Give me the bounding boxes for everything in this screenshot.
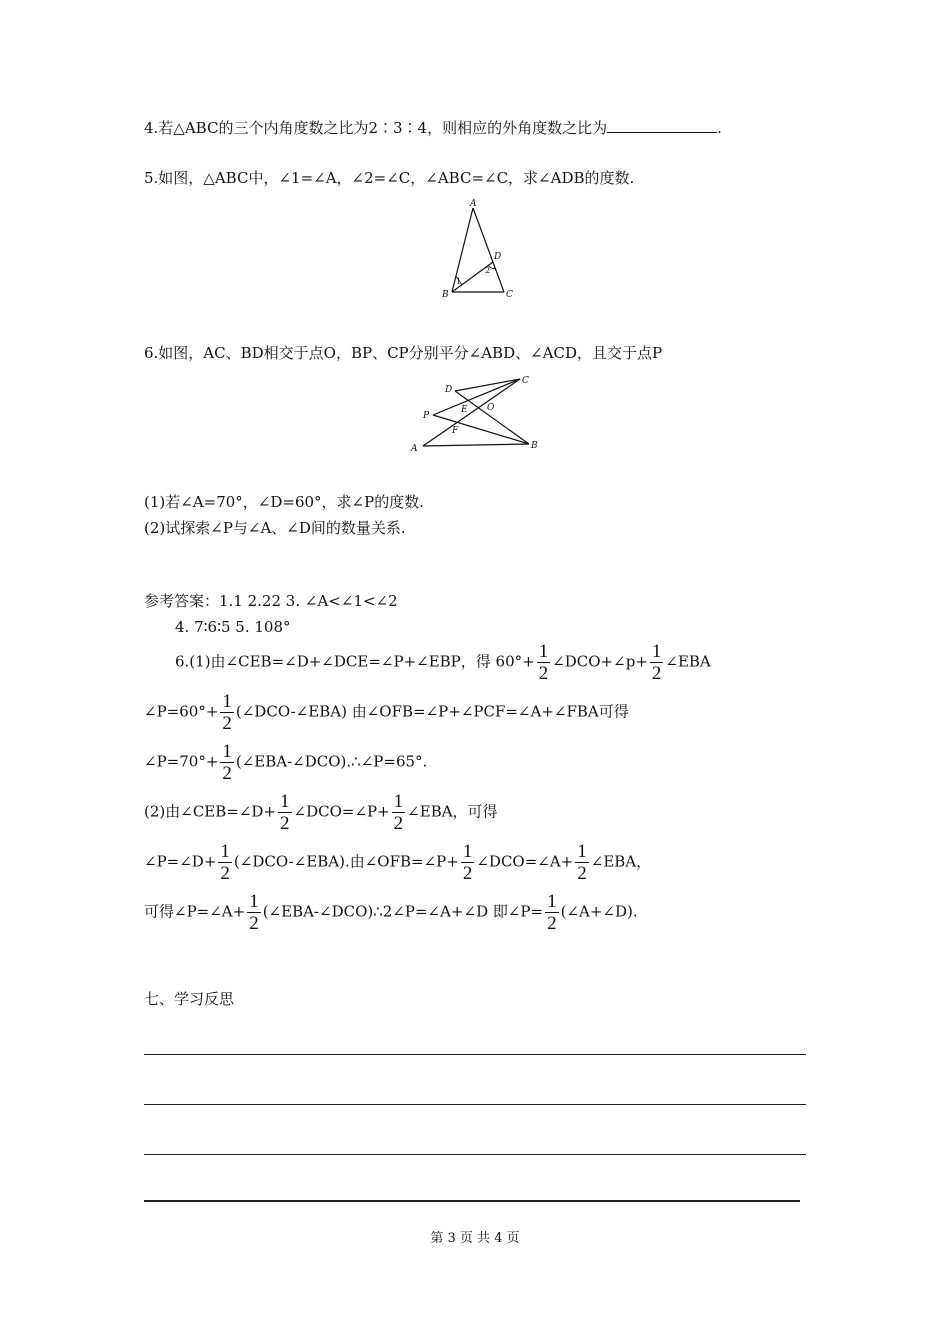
fraction-denominator: 2 bbox=[222, 763, 232, 784]
question-4-end: . bbox=[717, 119, 722, 137]
text-segment: ∠EBA， bbox=[590, 852, 652, 871]
reflection-line-1 bbox=[144, 1054, 806, 1055]
text-segment: (∠DCO-∠EBA) 由∠OFB=∠P+∠PCF=∠A+∠FBA可得 bbox=[235, 702, 629, 721]
fraction-numerator: 1 bbox=[577, 841, 587, 862]
fraction bbox=[218, 841, 232, 884]
fraction-numerator: 1 bbox=[249, 891, 259, 912]
fraction bbox=[247, 891, 261, 934]
fraction-numerator: 1 bbox=[222, 741, 232, 762]
label-o: O bbox=[487, 403, 495, 413]
label-d: D bbox=[445, 385, 453, 395]
text-segment: (2)由∠CEB=∠D+ bbox=[144, 802, 276, 821]
fraction-numerator: 1 bbox=[393, 791, 404, 812]
question-4-text: 4.若△ABC的三个内角度数之比为2∶3∶4，则相应的外角度数之比为 bbox=[144, 119, 608, 137]
reflection-line-3 bbox=[144, 1154, 806, 1155]
fraction-numerator: 1 bbox=[538, 641, 549, 662]
fraction-denominator: 2 bbox=[538, 663, 549, 684]
triangle-figure bbox=[430, 196, 530, 306]
answers-line-7 bbox=[144, 841, 651, 884]
label-f: F bbox=[452, 426, 459, 436]
fraction bbox=[220, 691, 234, 734]
fraction-denominator: 2 bbox=[249, 913, 259, 934]
label-c: C bbox=[522, 376, 529, 386]
answers-line-4 bbox=[144, 691, 629, 734]
fraction-numerator: 1 bbox=[220, 841, 230, 862]
label-b: B bbox=[442, 290, 449, 300]
label-p: P bbox=[423, 411, 430, 421]
segment-dc bbox=[455, 379, 520, 391]
text-segment: ∠DCO=∠P+ bbox=[293, 802, 390, 821]
text-segment: ∠EBA bbox=[665, 652, 711, 671]
section-7-heading: 七、学习反思 bbox=[144, 990, 235, 1008]
answer-blank bbox=[607, 118, 717, 133]
text-segment: ∠P=60°+ bbox=[144, 702, 219, 721]
fraction-numerator: 1 bbox=[651, 641, 662, 662]
fraction bbox=[650, 641, 664, 684]
answers-line-5 bbox=[144, 741, 427, 784]
label-2: 2 bbox=[485, 266, 491, 275]
fraction-numerator: 1 bbox=[547, 891, 557, 912]
label-1: 1 bbox=[456, 277, 462, 286]
label-d: D bbox=[494, 252, 502, 262]
fraction-numerator: 1 bbox=[280, 791, 290, 812]
answers-line-6 bbox=[144, 791, 498, 834]
fraction-numerator: 1 bbox=[222, 691, 232, 712]
question-6-part-2: (2)试探索∠P与∠A、∠D间的数量关系. bbox=[144, 519, 406, 537]
text-segment: 6.(1)由∠CEB=∠D+∠DCE=∠P+∠EBP，得 60°+ bbox=[175, 652, 535, 671]
fraction-denominator: 2 bbox=[462, 863, 473, 884]
label-a: A bbox=[411, 444, 418, 454]
question-4 bbox=[144, 118, 722, 138]
fraction-denominator: 2 bbox=[280, 813, 290, 834]
text-segment: ∠P=70°+ bbox=[144, 752, 219, 771]
text-segment: 可得∠P=∠A+ bbox=[144, 902, 246, 921]
reflection-line-2 bbox=[144, 1104, 806, 1105]
answers-line-8 bbox=[144, 891, 638, 934]
fraction-denominator: 2 bbox=[651, 663, 662, 684]
fraction bbox=[278, 791, 292, 834]
answers-line-2: 4. 7∶6∶5 5. 108° bbox=[175, 618, 291, 636]
text-segment: (∠DCO-∠EBA).由∠OFB=∠P+ bbox=[233, 852, 459, 871]
fraction bbox=[537, 641, 551, 684]
bisector-figure bbox=[405, 374, 545, 454]
segment-ab bbox=[423, 444, 529, 446]
fraction bbox=[392, 791, 406, 834]
fraction-numerator: 1 bbox=[462, 841, 473, 862]
text-segment: ∠DCO=∠A+ bbox=[476, 852, 574, 871]
side-ac bbox=[473, 208, 504, 292]
fraction bbox=[575, 841, 589, 884]
answers-line-1: 参考答案：1.1 2.22 3. ∠A<∠1<∠2 bbox=[144, 592, 398, 610]
fraction-denominator: 2 bbox=[393, 813, 404, 834]
fraction-denominator: 2 bbox=[577, 863, 587, 884]
label-b: B bbox=[531, 441, 538, 451]
text-segment: ∠DCO+∠p+ bbox=[552, 652, 648, 671]
text-segment: ∠P=∠D+ bbox=[144, 852, 217, 871]
question-5: 5.如图，△ABC中，∠1=∠A，∠2=∠C，∠ABC=∠C，求∠ADB的度数. bbox=[144, 169, 635, 187]
question-6-part-1: (1)若∠A=70°，∠D=60°，求∠P的度数. bbox=[144, 493, 424, 511]
text-segment: (∠EBA-∠DCO)∴2∠P=∠A+∠D 即∠P= bbox=[262, 902, 544, 921]
fraction-denominator: 2 bbox=[222, 713, 232, 734]
fraction bbox=[545, 891, 559, 934]
answers-line-3 bbox=[175, 641, 711, 684]
page-footer: 第 3 页 共 4 页 bbox=[430, 1231, 520, 1246]
fraction-denominator: 2 bbox=[220, 863, 230, 884]
text-segment: (∠EBA-∠DCO).∴∠P=65°. bbox=[235, 752, 428, 771]
text-segment: (∠A+∠D). bbox=[560, 902, 638, 921]
fraction bbox=[220, 741, 234, 784]
label-e: E bbox=[461, 405, 468, 415]
question-6: 6.如图，AC、BD相交于点O，BP、CP分别平分∠ABD、∠ACD，且交于点P bbox=[144, 344, 663, 362]
text-segment: ∠EBA，可得 bbox=[407, 802, 498, 821]
fraction-denominator: 2 bbox=[547, 913, 557, 934]
fraction bbox=[461, 841, 475, 884]
reflection-line-4 bbox=[144, 1200, 800, 1202]
label-a: A bbox=[470, 199, 477, 209]
label-c: C bbox=[506, 290, 513, 300]
